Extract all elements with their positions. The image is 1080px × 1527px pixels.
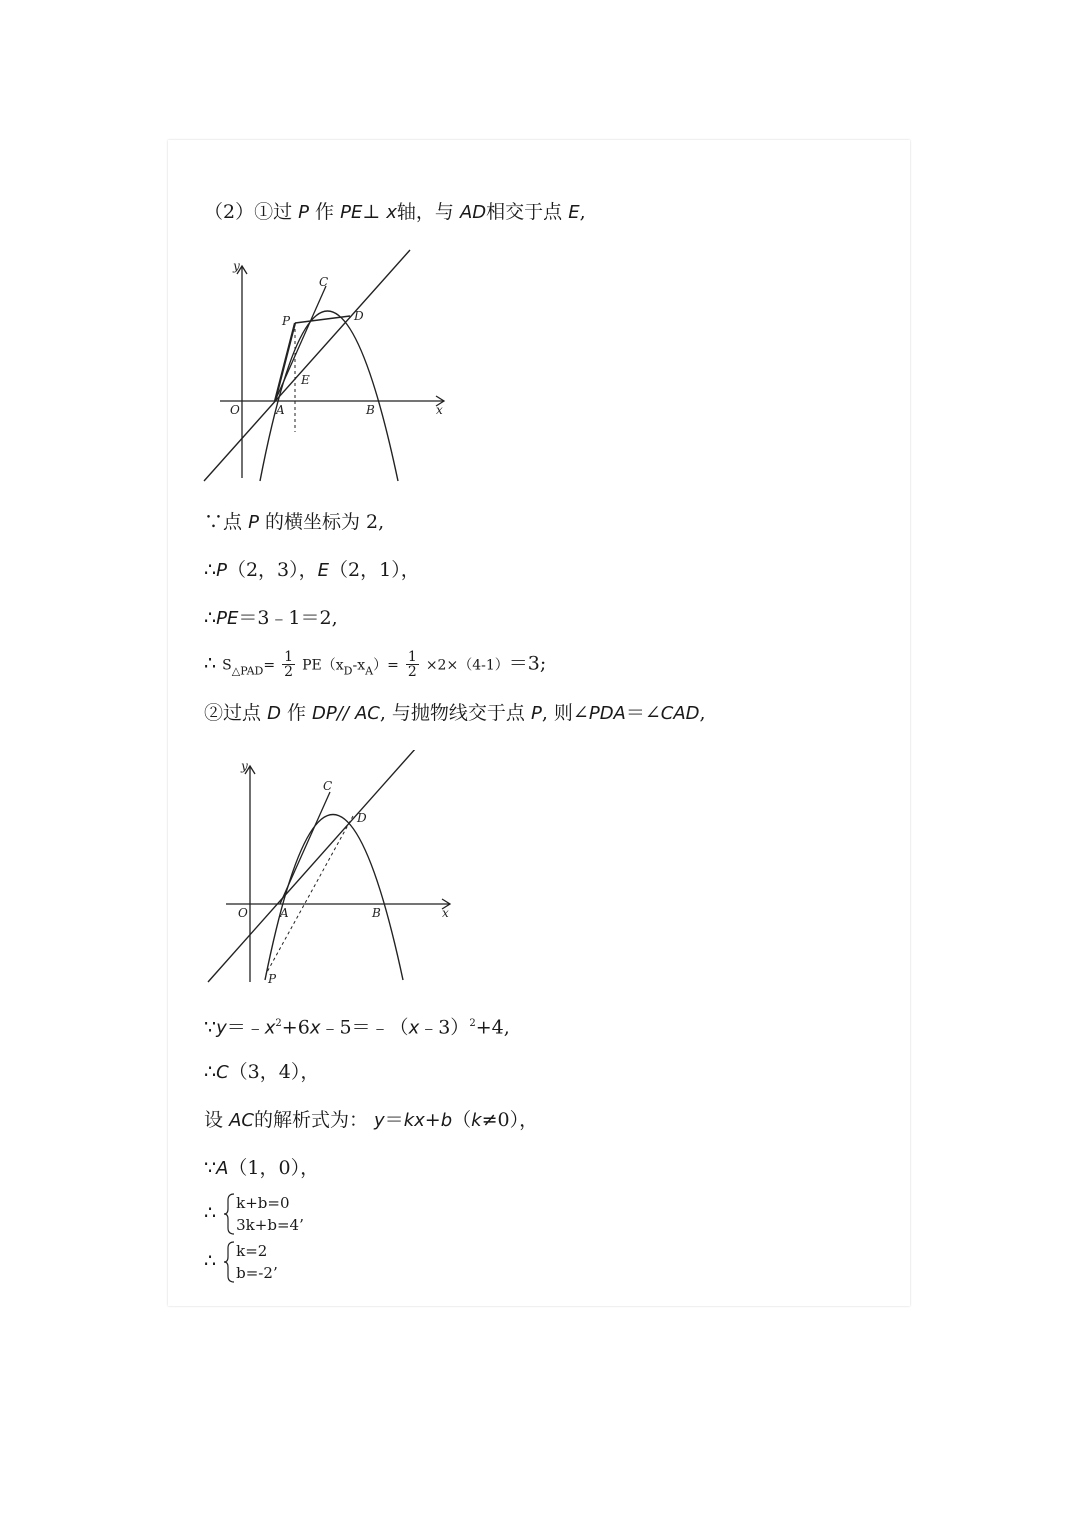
var-CAD: CAD (660, 703, 700, 724)
text: PE（x (302, 657, 344, 674)
line-AD (204, 250, 410, 481)
step-2-2-line (204, 701, 706, 726)
var-AD: AD (459, 202, 487, 223)
var-y: y (216, 1017, 227, 1039)
text: ）= (373, 657, 399, 674)
var-kx: kx (403, 1110, 425, 1131)
var-C: C (216, 1062, 229, 1083)
text: , (699, 702, 706, 724)
var-A: A (216, 1158, 229, 1179)
equation: k=2 (236, 1242, 268, 1260)
text: = (263, 657, 276, 674)
step-2-1-line (204, 200, 586, 225)
text: +4, (475, 1016, 510, 1039)
text: ＝3﹣1＝2, (238, 607, 338, 629)
text: , 与抛物线交于点 (379, 702, 525, 724)
label-E: E (301, 373, 310, 387)
text: ＝﹣ (226, 1016, 265, 1039)
equation-system-2 (204, 1240, 278, 1284)
frac-den: 2 (407, 664, 417, 680)
text: （2）①过 (204, 201, 293, 223)
text: , (579, 201, 586, 223)
text: ﹣3） (419, 1016, 470, 1039)
text: 作 (286, 702, 306, 724)
text: ∴ (204, 607, 217, 629)
sub-D: D (343, 664, 353, 678)
segment-DP-dashed (266, 816, 353, 974)
line-ac-expression (204, 1108, 538, 1133)
var-x: x (309, 1017, 321, 1039)
line-a-coords (204, 1156, 319, 1181)
label-x: x (442, 906, 449, 920)
frac-num: 1 (407, 649, 417, 665)
system-block (222, 1240, 278, 1284)
exponent: 2 (275, 1018, 282, 1029)
label-O: O (238, 906, 248, 920)
exponent: 2 (469, 1018, 476, 1029)
text: ﹣5＝﹣（ (320, 1016, 409, 1039)
line-AD (208, 750, 416, 982)
label-D: D (354, 309, 364, 323)
var-P: P (530, 703, 542, 724)
var-E: E (568, 202, 580, 223)
label-P: P (282, 314, 291, 328)
equation: b=-2 (236, 1264, 273, 1282)
var-k: k (471, 1110, 482, 1131)
var-PE: PE (340, 202, 363, 223)
text: ②过点 (204, 702, 262, 724)
var-PDA: PDA (588, 703, 626, 724)
segment-PD (295, 316, 350, 323)
text: ∵ (204, 1157, 217, 1179)
label-B: B (372, 906, 381, 920)
var-P: P (216, 560, 227, 581)
var-E: E (317, 560, 330, 581)
label-y: y (233, 259, 240, 273)
text: 轴，与 (396, 201, 454, 223)
text: 相交于点 (486, 201, 563, 223)
line-parabola-vertex-form (204, 1012, 510, 1040)
area-symbol: S (222, 657, 232, 674)
text: （3，4）， (228, 1061, 320, 1083)
var-x: x (408, 1017, 420, 1039)
label-P: P (268, 972, 277, 986)
var-D: D (267, 703, 281, 724)
text: ’ (272, 1264, 278, 1282)
line-area-formula (204, 650, 546, 683)
text: ＝∠ (625, 702, 661, 724)
text: （2，3）， (226, 559, 318, 581)
fraction-half (282, 650, 295, 679)
var-AC: AC (229, 1110, 254, 1131)
text: ≠0）， (481, 1109, 539, 1131)
var-x: x (264, 1017, 276, 1039)
line-c-coords (204, 1060, 319, 1085)
label-A: A (276, 403, 285, 417)
figure-2 (204, 750, 464, 990)
label-x: x (436, 403, 443, 417)
label-D: D (357, 811, 367, 825)
var-x: x (386, 202, 397, 223)
text: +6 (281, 1016, 310, 1039)
label-C: C (323, 779, 333, 793)
area-subscript: △PAD (231, 664, 264, 678)
line-p-abscissa (204, 510, 384, 535)
text: ∴ (204, 652, 217, 675)
text: ∴ (204, 1250, 217, 1272)
var-AC: AC (354, 703, 380, 724)
label-y: y (241, 759, 248, 773)
figure-1 (198, 248, 458, 488)
text: ×2×（4-1） (425, 657, 509, 674)
frac-num: 1 (284, 649, 294, 665)
text: -x (352, 657, 366, 674)
text: ∵ (204, 1016, 217, 1039)
text: ＝3; (508, 652, 547, 675)
system-block (222, 1192, 304, 1236)
text: （1，0）， (228, 1157, 320, 1179)
var-PE: PE (216, 608, 239, 629)
text: ∴ (204, 1061, 217, 1083)
frac-den: 2 (284, 664, 294, 680)
text: 的横坐标为 2, (264, 511, 385, 533)
perp-symbol: ⊥ (362, 201, 381, 223)
fraction-half-2 (406, 650, 419, 679)
var-P: P (248, 512, 259, 533)
var-y: y (374, 1110, 385, 1131)
line-pe-length (204, 606, 338, 631)
label-A: A (280, 906, 289, 920)
sub-A: A (365, 664, 374, 678)
left-brace (222, 1240, 236, 1284)
text: ＝ (384, 1109, 404, 1131)
text: 设 (204, 1109, 224, 1131)
segment-AC (280, 792, 330, 904)
text: , 则∠ (541, 702, 589, 724)
document-page (168, 140, 910, 1306)
var-P: P (298, 202, 309, 223)
equation: k+b=0 (236, 1194, 290, 1212)
label-O: O (230, 403, 240, 417)
text: 的解析式为： (253, 1109, 368, 1131)
text: 作 (315, 201, 335, 223)
var-b: b (440, 1110, 453, 1131)
label-C: C (319, 275, 329, 289)
text: ∴ (204, 1202, 217, 1224)
text: ∵点 (204, 511, 243, 533)
equation: 3k+b=4 (236, 1216, 300, 1234)
equation-system-1 (204, 1192, 304, 1236)
text: ∴ (204, 559, 217, 581)
left-brace (222, 1192, 236, 1236)
label-B: B (366, 403, 375, 417)
var-DP: DP (312, 703, 337, 724)
text: （2，1）， (329, 559, 420, 581)
text: + (424, 1109, 441, 1131)
line-p-e-coords (204, 558, 420, 583)
text: （ (452, 1109, 472, 1131)
parallel-symbol: // (336, 703, 349, 724)
text: ’ (299, 1216, 304, 1234)
